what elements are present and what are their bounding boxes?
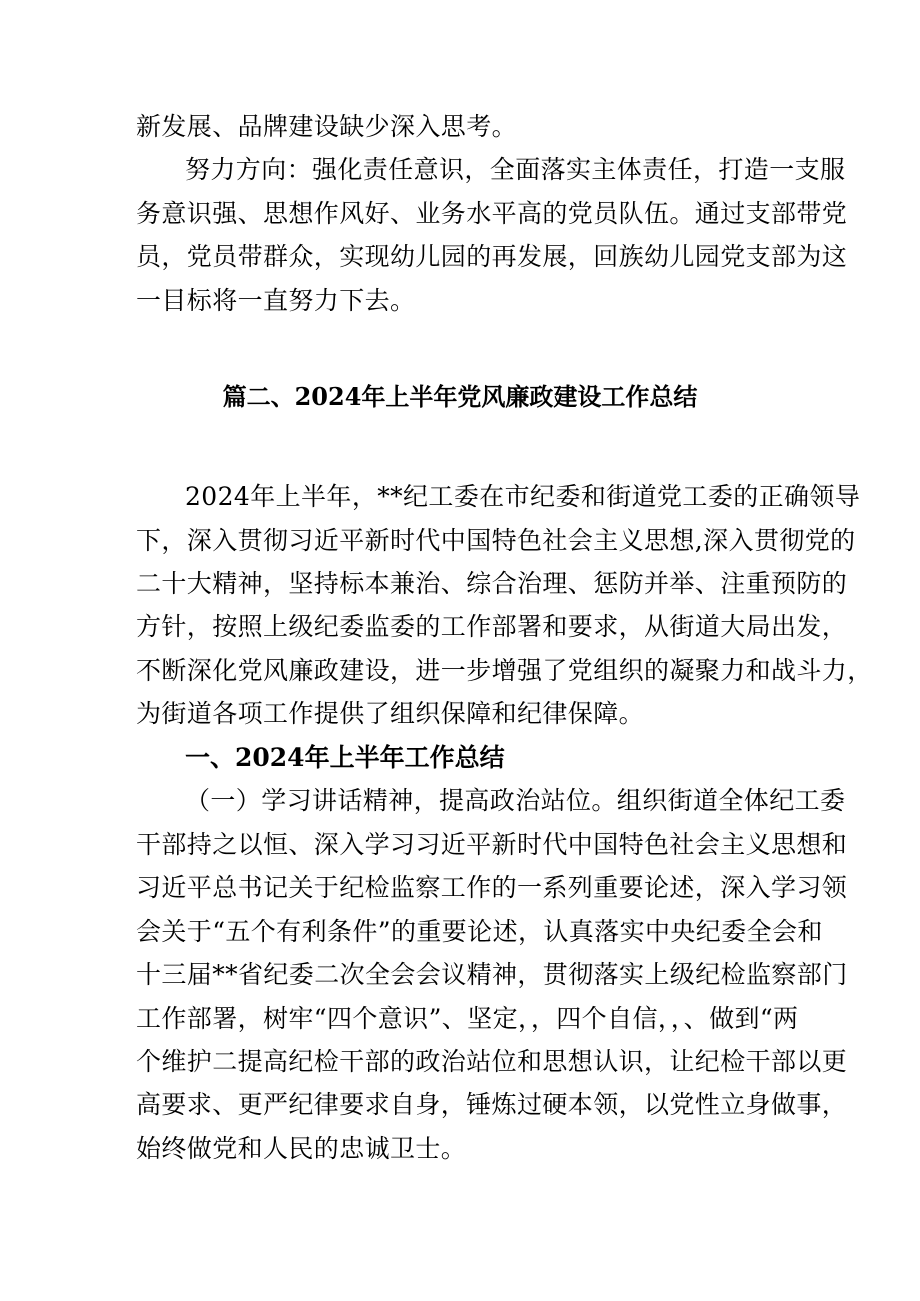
paragraph-4-line-2: 干部持之以恒、深入学习习近平新时代中国特色社会主义思想和: [136, 830, 848, 859]
paragraph-2-line-2: 务意识强、思想作风好、业务水平高的党员队伍。通过支部带党: [136, 199, 848, 228]
paragraph-4-line-7: 个维护二提高纪检干部的政治站位和思想认识，让纪检干部以更: [136, 1047, 848, 1076]
paragraph-2-line-4: 一目标将一直努力下去。: [136, 286, 416, 315]
paragraph-4-line-9: 始终做党和人民的忠诚卫士。: [136, 1134, 467, 1163]
heading-1: 一、2024年上半年工作总结: [185, 743, 505, 772]
section-title: 篇二、2024年上半年党风廉政建设工作总结: [222, 382, 698, 411]
paragraph-4-line-4: 会关于“五个有利条件”的重要论述，认真落实中央纪委全会和: [136, 917, 823, 946]
paragraph-3-line-5: 不断深化党风廉政建设，进一步增强了党组织的凝聚力和战斗力，: [136, 656, 873, 685]
paragraph-4-line-8: 高要求、更严纪律要求自身，锤炼过硬本领，以党性立身做事，: [136, 1090, 848, 1119]
paragraph-3-line-4: 方针，按照上级纪委监委的工作部署和要求，从街道大局出发，: [136, 612, 848, 641]
paragraph-4-line-3: 习近平总书记关于纪检监察工作的一系列重要论述，深入学习领: [136, 873, 848, 902]
paragraph-3-line-2: 下，深入贯彻习近平新时代中国特色社会主义思想,深入贯彻党的: [136, 526, 856, 555]
paragraph-2-line-3: 员，党员带群众，实现幼儿园的再发展，回族幼儿园党支部为这: [136, 242, 848, 271]
paragraph-3-line-3: 二十大精神，坚持标本兼治、综合治理、惩防并举、注重预防的: [136, 569, 848, 598]
paragraph-1-line-1: 新发展、品牌建设缺少深入思考。: [136, 112, 518, 141]
paragraph-4-line-5: 十三届**省纪委二次全会会议精神，贯彻落实上级纪检监察部门: [136, 960, 848, 989]
paragraph-4-line-1: （一）学习讲话精神，提高政治站位。组织街道全体纪工委: [185, 786, 846, 815]
paragraph-3-line-6: 为街道各项工作提供了组织保障和纪律保障。: [136, 699, 645, 728]
paragraph-2-line-1: 努力方向：强化责任意识，全面落实主体责任，打造一支服: [185, 155, 846, 184]
paragraph-3-line-1: 2024年上半年，**纪工委在市纪委和街道党工委的正确领导: [185, 482, 861, 511]
paragraph-4-line-6: 工作部署，树牢“四个意识”、坚定，，四个自信，，、做到“两: [136, 1004, 799, 1033]
